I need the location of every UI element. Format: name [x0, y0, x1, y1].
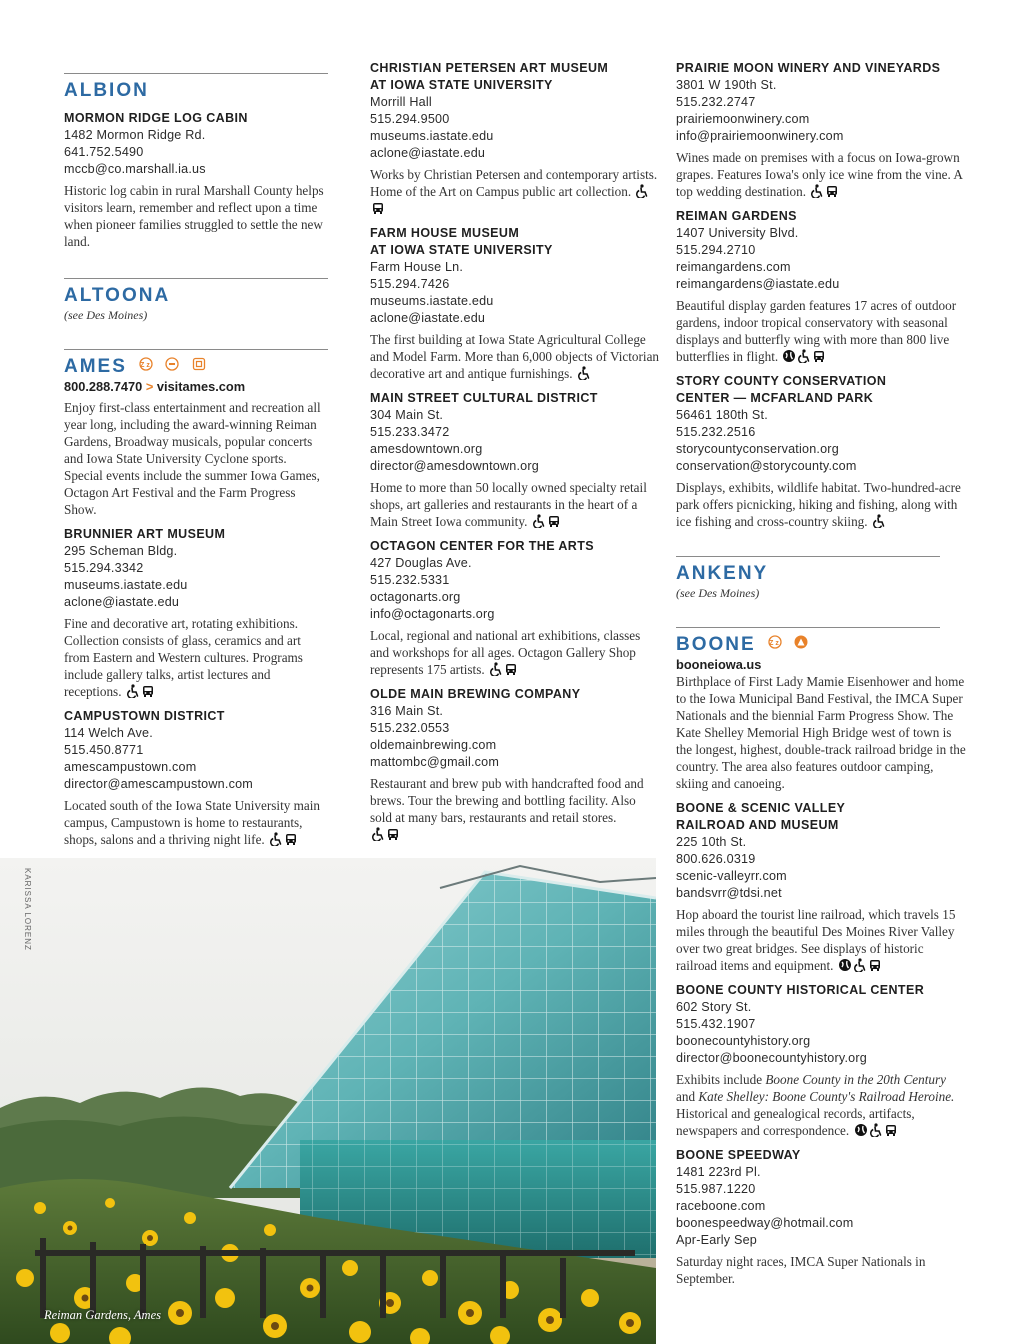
arrow-separator: >	[145, 379, 154, 394]
listing-address: 114 Welch Ave.	[64, 726, 153, 740]
listing-email[interactable]: mattombc@gmail.com	[370, 755, 500, 769]
listing-description: Works by Christian Petersen and contemporary artists. Home of the Art on Campus public art collection.	[370, 166, 660, 217]
bus-icon	[371, 201, 385, 215]
zzz-lodging-icon	[139, 357, 153, 371]
city-heading-albion: ALBION	[64, 80, 149, 101]
listing-website[interactable]: museums.iastate.edu	[370, 294, 494, 308]
listing-name: BOONE COUNTY HISTORICAL CENTER	[676, 983, 925, 997]
listing-address: 1481 223rd Pl.	[676, 1165, 761, 1179]
listing-name: REIMAN GARDENS	[676, 209, 797, 223]
listing-address: 316 Main St.	[370, 704, 444, 718]
listing-description: Historic log cabin in rural Marshall County helps visitors learn, remember and reflect upon a time when pioneer families struggled to settle the new land.	[64, 183, 324, 249]
city-name: BOONE	[676, 634, 756, 655]
listing-phone: 641.752.5490	[64, 145, 144, 159]
listing-email[interactable]: director@amesdowntown.org	[370, 459, 539, 473]
listing-farm-house	[370, 225, 660, 382]
boone-website-link[interactable]: booneiowa.us	[676, 657, 762, 672]
listing-name: STORY COUNTY CONSERVATION	[676, 374, 887, 388]
listing-description: Home to more than 50 locally owned specialty retail shops, art galleries and restaurants in the heart of a Main Street Iowa community.	[370, 480, 647, 529]
see-reference: (see Des Moines)	[64, 308, 148, 322]
wheelchair-icon	[797, 349, 811, 363]
ames-description: Enjoy first-class entertainment and recreation all year long, including the award-winning Reiman Gardens, Broadway musicals, popular concerts and Iowa State University Cyclone sports. Special events include the summer Iowa Games, Octagon Art Festival and the Farm Progress Show.	[64, 400, 321, 517]
listing-email[interactable]: director@boonecountyhistory.org	[676, 1051, 867, 1065]
divider	[64, 349, 328, 350]
city-heading-ankeny: ANKENY	[676, 563, 769, 584]
listing-address: 225 10th St.	[676, 835, 747, 849]
listing-website[interactable]: museums.iastate.edu	[370, 129, 494, 143]
listing-website[interactable]: octagonarts.org	[370, 590, 461, 604]
listing-address: 295 Scheman Bldg.	[64, 544, 178, 558]
listing-address: 1482 Mormon Ridge Rd.	[64, 128, 206, 142]
listing-website[interactable]: amesdowntown.org	[370, 442, 483, 456]
wheelchair-icon	[869, 1123, 883, 1137]
listing-email[interactable]: info@prairiemoonwinery.com	[676, 129, 844, 143]
wheelchair-icon	[635, 184, 649, 198]
globe-icon	[838, 958, 852, 972]
wheelchair-icon	[853, 958, 867, 972]
listing-name: BOONE & SCENIC VALLEY	[676, 801, 846, 815]
column-1	[64, 0, 328, 848]
listing-website[interactable]: storycountyconservation.org	[676, 442, 839, 456]
listing-phone: 515.294.9500	[370, 112, 450, 126]
listing-name-line2: RAILROAD AND MUSEUM	[676, 818, 839, 832]
listing-name: PRAIRIE MOON WINERY AND VINEYARDS	[676, 61, 941, 75]
listing-email[interactable]: boonespeedway@hotmail.com	[676, 1216, 854, 1230]
listing-boone-speedway	[676, 1147, 966, 1287]
divider	[64, 73, 328, 74]
listing-phone: 800.626.0319	[676, 852, 756, 866]
listing-website[interactable]: prairiemoonwinery.com	[676, 112, 810, 126]
divider	[64, 278, 328, 279]
divider	[676, 627, 940, 628]
sports-icon	[192, 357, 206, 371]
listing-website[interactable]: amescampustown.com	[64, 760, 197, 774]
listing-christian-petersen	[370, 60, 660, 217]
listing-website[interactable]: boonecountyhistory.org	[676, 1034, 811, 1048]
ames-phone: 800.288.7470	[64, 379, 143, 394]
listing-phone: 515.294.7426	[370, 277, 450, 291]
svg-text:Zz: Zz	[140, 362, 153, 369]
listing-address: 602 Story St.	[676, 1000, 752, 1014]
bus-icon	[386, 827, 400, 841]
listing-description: Wines made on premises with a focus on Iowa-grown grapes. Features Iowa's only ice wine from the vine. A top wedding destination.	[676, 150, 963, 199]
listing-address: 304 Main St.	[370, 408, 444, 422]
bus-icon	[825, 184, 839, 198]
wheelchair-icon	[810, 184, 824, 198]
listing-website[interactable]: raceboone.com	[676, 1199, 766, 1213]
globe-icon	[782, 349, 796, 363]
listing-name: CHRISTIAN PETERSEN ART MUSEUM	[370, 61, 609, 75]
wheelchair-icon	[126, 684, 140, 698]
bus-icon	[868, 958, 882, 972]
listing-website[interactable]: reimangardens.com	[676, 260, 791, 274]
listing-season: Apr-Early Sep	[676, 1233, 757, 1247]
city-heading-ames	[64, 356, 328, 378]
bus-icon	[884, 1123, 898, 1137]
listing-prairie-moon	[676, 60, 966, 200]
wheelchair-icon	[532, 514, 546, 528]
column-2	[370, 0, 660, 843]
listing-website[interactable]: museums.iastate.edu	[64, 578, 188, 592]
wheelchair-icon	[269, 832, 283, 846]
reiman-gardens-photo	[0, 858, 656, 1344]
theater-icon	[165, 357, 179, 371]
ames-contact	[64, 378, 328, 395]
listing-name: MAIN STREET CULTURAL DISTRICT	[370, 391, 598, 405]
bus-icon	[284, 832, 298, 846]
city-heading-altoona: ALTOONA	[64, 285, 171, 306]
listing-description: Located south of the Iowa State University main campus, Campustown is home to restaurants, shops, salons and a thriving night life.	[64, 798, 320, 847]
listing-address: 3801 W 190th St.	[676, 78, 777, 92]
listing-phone: 515.232.2747	[676, 95, 756, 109]
listing-description: The first building at Iowa State Agricultural College and Model Farm. More than 6,000 objects of Victorian decorative art and antique furnishings.	[370, 332, 660, 381]
listing-name-line2: CENTER — MCFARLAND PARK	[676, 391, 874, 405]
column-3	[676, 0, 966, 1287]
listing-phone: 515.233.3472	[370, 425, 450, 439]
listing-phone: 515.294.2710	[676, 243, 756, 257]
listing-email[interactable]: bandsvrr@tdsi.net	[676, 886, 782, 900]
listing-phone: 515.450.8771	[64, 743, 144, 757]
listing-description: Local, regional and national art exhibitions, classes and workshops for all ages. Octagon Gallery Shop represents 175 artists.	[370, 628, 641, 677]
listing-name: OCTAGON CENTER FOR THE ARTS	[370, 539, 594, 553]
svg-text:Zz: Zz	[769, 640, 781, 647]
photo-credit: KARISSA LORENZ	[23, 868, 32, 951]
zzz-lodging-icon	[768, 635, 782, 649]
bus-icon	[504, 662, 518, 676]
listing-phone: 515.987.1220	[676, 1182, 756, 1196]
listing-description: Fine and decorative art, rotating exhibitions. Collection consists of glass, ceramics and art from Eastern and Western cultures. Programs include gallery talks, artist lectures and receptions.	[64, 616, 303, 699]
listing-phone: 515.232.2516	[676, 425, 756, 439]
listing-description: Displays, exhibits, wildlife habitat. Two-hundred-acre park offers picnicking, hiking and fishing, along with ice fishing and cross-country skiing.	[676, 480, 961, 529]
listing-campustown	[64, 708, 328, 848]
greenhouse-illustration	[0, 858, 656, 1344]
boone-description: Birthplace of First Lady Mamie Eisenhower and home to the Iowa Municipal Band Festival, the IMCA Super Nationals and the biennial Farm Progress Show. The Kate Shelley Memorial High Bridge west of town is the longest, highest, double-track railroad bridge in the country. The area also features outdoor camping, skiing and canoeing.	[676, 674, 966, 791]
wheelchair-icon	[577, 366, 591, 380]
listing-email[interactable]: aclone@iastate.edu	[64, 595, 180, 609]
listing-name-line2: AT IOWA STATE UNIVERSITY	[370, 243, 553, 257]
listing-description: Beautiful display garden features 17 acres of outdoor gardens, indoor tropical conservatory with seasonal displays and butterfly wing with more than 800 live butterflies in flight.	[676, 298, 957, 364]
listing-main-street	[370, 390, 660, 530]
listing-name: OLDE MAIN BREWING COMPANY	[370, 687, 581, 701]
listing-email[interactable]: director@amescampustown.com	[64, 777, 253, 791]
listing-phone: 515.232.0553	[370, 721, 450, 735]
listing-name: MORMON RIDGE LOG CABIN	[64, 111, 248, 125]
listing-name: BRUNNIER ART MUSEUM	[64, 527, 226, 541]
listing-brunnier	[64, 526, 328, 700]
globe-icon	[854, 1123, 868, 1137]
city-heading-boone	[676, 634, 966, 656]
listing-olde-main	[370, 686, 660, 843]
listing-phone: 515.294.3342	[64, 561, 144, 575]
photo-caption: Reiman Gardens, Ames	[44, 1308, 161, 1322]
listing-name-line2: AT IOWA STATE UNIVERSITY	[370, 78, 553, 92]
listing-address: Morrill Hall	[370, 95, 432, 109]
listing-address: 56461 180th St.	[676, 408, 768, 422]
city-name: AMES	[64, 356, 127, 377]
listing-address: 1407 University Blvd.	[676, 226, 799, 240]
wheelchair-icon	[872, 514, 886, 528]
listing-email[interactable]: conservation@storycounty.com	[676, 459, 857, 473]
bus-icon	[141, 684, 155, 698]
listing-reiman-gardens	[676, 208, 966, 365]
listing-email[interactable]: aclone@iastate.edu	[370, 311, 486, 325]
listing-address: Farm House Ln.	[370, 260, 464, 274]
divider	[676, 556, 940, 557]
ames-website-link[interactable]: visitames.com	[156, 379, 246, 394]
listing-email[interactable]: aclone@iastate.edu	[370, 146, 486, 160]
listing-email[interactable]: mccb@co.marshall.ia.us	[64, 162, 206, 176]
bus-icon	[547, 514, 561, 528]
listing-address: 427 Douglas Ave.	[370, 556, 472, 570]
listing-description: Exhibits include Boone County in the 20th Century and Kate Shelley: Boone County's Railroad Heroine. Historical and genealogical records, artifacts, newspapers and correspondence.	[676, 1072, 955, 1138]
wheelchair-icon	[489, 662, 503, 676]
listing-boone-county-historical	[676, 982, 966, 1139]
listing-description: Restaurant and brew pub with handcrafted food and brews. Tour the brewing and bottling facility. Also sold at many bars, restaurants and retail stores.	[370, 775, 660, 843]
listing-email[interactable]: reimangardens@iastate.edu	[676, 277, 840, 291]
listing-email[interactable]: info@octagonarts.org	[370, 607, 495, 621]
listing-phone: 515.232.5331	[370, 573, 450, 587]
listing-name: FARM HOUSE MUSEUM	[370, 226, 520, 240]
listing-boone-scenic-valley	[676, 800, 966, 974]
listing-octagon	[370, 538, 660, 678]
listing-name: BOONE SPEEDWAY	[676, 1148, 801, 1162]
listing-mormon-ridge	[64, 110, 328, 250]
listing-story-county	[676, 373, 966, 530]
bus-icon	[812, 349, 826, 363]
listing-name: CAMPUSTOWN DISTRICT	[64, 709, 225, 723]
wheelchair-icon	[371, 827, 385, 841]
camping-icon	[794, 635, 808, 649]
listing-description: Saturday night races, IMCA Super Nationals in September.	[676, 1254, 926, 1286]
listing-phone: 515.432.1907	[676, 1017, 756, 1031]
listing-website[interactable]: scenic-valleyrr.com	[676, 869, 787, 883]
see-reference: (see Des Moines)	[676, 586, 760, 600]
listing-website[interactable]: oldemainbrewing.com	[370, 738, 497, 752]
listing-description: Hop aboard the tourist line railroad, which travels 15 miles through the beautiful Des Moines River Valley over two great bridges. See displays of historic railroad items and equipment.	[676, 907, 956, 973]
